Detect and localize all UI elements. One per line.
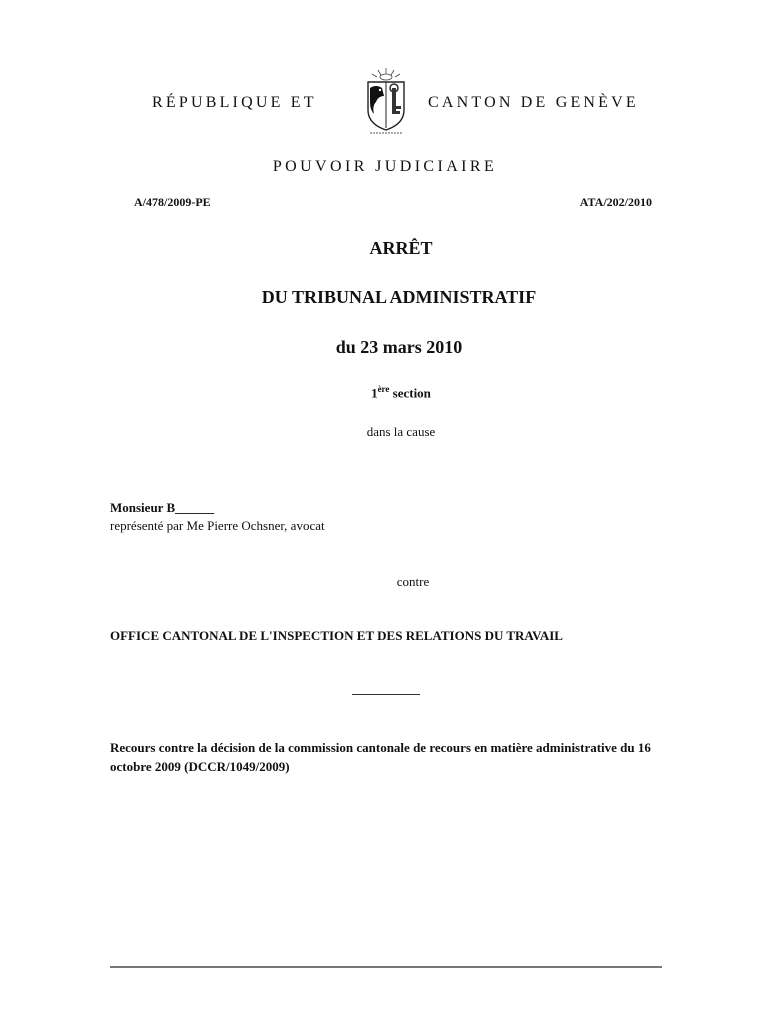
section-number: 1 (371, 385, 378, 401)
section-word: section (392, 385, 431, 401)
geneva-crest-icon (360, 66, 412, 136)
header-canton: CANTON DE GENÈVE (428, 94, 639, 111)
case-number: A/478/2009-PE (134, 195, 211, 209)
cause-intro: dans la cause (366, 424, 436, 439)
versus-label: contre (396, 574, 430, 589)
document-title: ARRÊT (369, 238, 433, 258)
appellant-representative: représenté par Me Pierre Ochsner, avocat (110, 518, 325, 533)
decision-number: ATA/202/2010 (579, 195, 652, 209)
appeal-subject: Recours contre la décision de la commission cantonale de recours en matière administrative du 16 octobre 2009 (DCCR/1049/2009) (110, 740, 651, 774)
footer-rule (110, 966, 662, 968)
header-republique: RÉPUBLIQUE ET (152, 94, 317, 111)
court-name: DU TRIBUNAL ADMINISTRATIF (261, 287, 537, 307)
judgment-date: du 23 mars 2010 (335, 337, 463, 357)
institution-title: POUVOIR JUDICIAIRE (272, 158, 498, 175)
section-ordinal: ère (377, 384, 390, 394)
separator-line (352, 694, 420, 695)
section-label (0, 384, 770, 401)
appellant-name: Monsieur B______ (110, 500, 215, 515)
respondent-name: OFFICE CANTONAL DE L'INSPECTION ET DES RELATIONS DU TRAVAIL (110, 628, 563, 643)
